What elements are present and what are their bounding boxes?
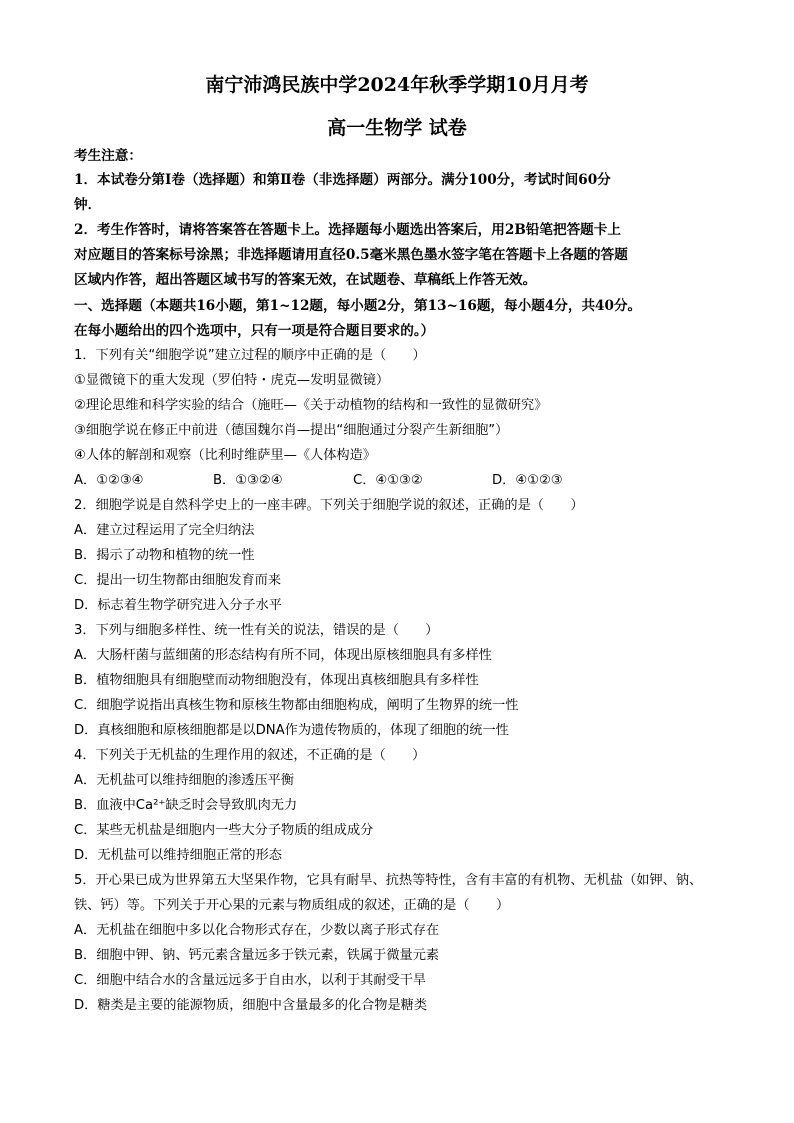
q4-option-c: C．某些无机盐是细胞内一些大分子物质的组成成分 [74,823,374,838]
notice-item-2-line-3: 区域内作答，超出答题区域书写的答案无效，在试题卷、草稿纸上作答无效。 [74,272,537,288]
q2-option-b: B．揭示了动物和植物的统一性 [74,548,255,563]
q2-stem: 2．细胞学说是自然科学史上的一座丰碑。下列关于细胞学说的叙述，正确的是（ ） [74,498,584,513]
q4-option-a: A．无机盐可以维持细胞的渗透压平衡 [74,773,295,788]
q4-option-b: B．血液中Ca²⁺缺乏时会导致肌肉无力 [74,798,298,813]
q5-option-b: B．细胞中钾、钠、钙元素含量远多于铁元素，铁属于微量元素 [74,948,440,963]
section-heading-line-1: 一、选择题（本题共16小题，第1~12题，每小题2分，第13~16题，每小题4分，共40分。 [74,298,642,314]
q3-option-d: D．真核细胞和原核细胞都是以DNA作为遗传物质的，体现了细胞的统一性 [74,723,509,738]
q2-option-c: C．提出一切生物都由细胞发育而来 [74,573,282,588]
q5-option-d: D．糖类是主要的能源物质，细胞中含量最多的化合物是糖类 [74,998,428,1013]
q3-stem: 3．下列与细胞多样性、统一性有关的说法，错误的是（ ） [74,623,439,638]
q1-option-a: A．①②③④ [74,473,144,488]
notice-item-1-line-2: 钟． [74,197,102,213]
q5-option-c: C．细胞中结合水的含量远远多于自由水，以利于其耐受干旱 [74,973,427,988]
q1-statement-1: ①显微镜下的重大发现（罗伯特・虎克—发明显微镜） [74,373,390,388]
exam-subtitle: 高一生物学 试卷 [327,117,467,139]
q4-option-d: D．无机盐可以维持细胞正常的形态 [74,848,282,863]
q3-option-c: C．细胞学说指出真核生物和原核生物都由细胞构成，阐明了生物界的统一性 [74,698,519,713]
notice-item-1-line-1: 1．本试卷分第Ⅰ卷（选择题）和第Ⅱ卷（非选择题）两部分。满分100分，考试时间60分 [74,172,611,188]
q5-stem-line-2: 铁、钙）等。下列关于开心果的元素与物质组成的叙述，正确的是（ ） [74,898,510,913]
q1-stem: 1．下列有关“细胞学说”建立过程的顺序中正确的是（ ） [74,348,426,363]
notice-item-2-line-1: 2．考生作答时，请将答案答在答题卡上。选择题每小题选出答案后，用2B铅笔把答题卡上 [74,222,621,238]
q1-option-d: D．④①②③ [492,473,563,488]
q2-option-a: A．建立过程运用了完全归纳法 [74,523,255,538]
q3-option-a: A．大肠杆菌与蓝细菌的形态结构有所不同，体现出原核细胞具有多样性 [74,648,492,663]
q3-option-b: B．植物细胞具有细胞壁而动物细胞没有，体现出真核细胞具有多样性 [74,673,479,688]
q1-statement-3: ③细胞学说在修正中前进（德国魏尔肖—提出“细胞通过分裂产生新细胞”） [74,423,509,438]
q5-stem-line-1: 5．开心果已成为世界第五大坚果作物，它具有耐旱、抗热等特性，含有丰富的有机物、无机盐（如钾、钠、 [74,873,703,888]
exam-title: 南宁沛鸿民族中学2024年秋季学期10月月考 [205,74,589,96]
q1-options-row [74,472,724,490]
q1-option-b: B．①③②④ [213,473,283,488]
section-heading-line-2: 在每小题给出的四个选项中，只有一项是符合题目要求的。） [74,323,435,339]
q5-option-a: A．无机盐在细胞中多以化合物形式存在，少数以离子形式存在 [74,923,440,938]
notice-heading: 考生注意： [74,148,142,164]
q1-statement-2: ②理论思维和科学实验的结合（施旺—《关于动植物的结构和一致性的显微研究》 [74,398,548,413]
q1-statement-4: ④人体的解剖和观察（比利时维萨里—《人体构造》 [74,448,376,463]
q1-option-c: C．④①③② [353,473,423,488]
q2-option-d: D．标志着生物学研究进入分子水平 [74,598,282,613]
q4-stem: 4．下列关于无机盐的生理作用的叙述，不正确的是（ ） [74,748,426,763]
notice-item-2-line-2: 对应题目的答案标号涂黑；非选择题请用直径0.5毫米黑色墨水签字笔在答题卡上各题的答题 [74,247,628,263]
